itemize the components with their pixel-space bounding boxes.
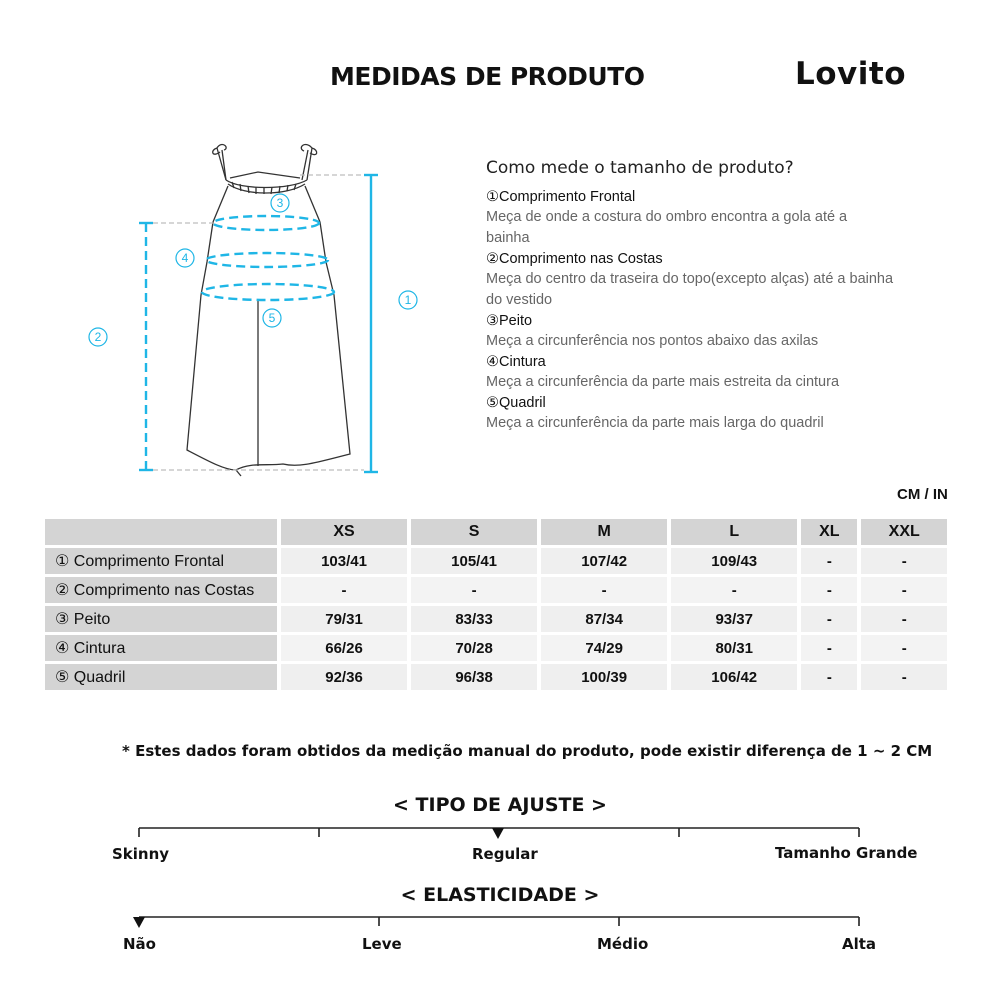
table-cell: 74/29 [541,635,667,661]
table-cell: 66/26 [281,635,407,661]
table-cell: 107/42 [541,548,667,574]
instruction-title: ③Peito [486,313,533,329]
table-cell: - [861,664,947,690]
table-cell: - [671,577,797,603]
instruction-desc: do vestido [486,292,553,308]
row-label: ④ Cintura [45,635,277,661]
instruction-title: ⑤Quadril [486,395,546,411]
table-cell: 96/38 [411,664,537,690]
row-label: ② Comprimento nas Costas [45,577,277,603]
table-cell: 80/31 [671,635,797,661]
size-header: XS [281,519,407,545]
marker-front-length: 1 [404,293,412,307]
table-row [45,664,947,690]
elasticity-label-medium: Médio [597,935,649,953]
table-cell: - [281,577,407,603]
instruction-desc: Meça a circunferência da parte mais larga do quadril [486,415,824,431]
instruction-desc: Meça a circunferência da parte mais estreita da cintura [486,374,840,390]
size-header: XXL [861,519,947,545]
table-cell: - [861,606,947,632]
row-label: ⑤ Quadril [45,664,277,690]
table-cell: 100/39 [541,664,667,690]
table-cell: - [801,664,857,690]
size-header: M [541,519,667,545]
marker-chest: 3 [276,196,284,210]
fit-selected-marker [492,828,504,839]
fit-label-skinny: Skinny [112,845,170,863]
size-header: L [671,519,797,545]
size-table [41,516,951,693]
dress-diagram [80,130,440,490]
table-row [45,635,947,661]
unit-label: CM / IN [897,486,948,503]
table-corner [45,519,277,545]
table-cell: - [861,577,947,603]
elasticity-selected-marker [133,917,145,928]
fit-label-regular: Regular [472,845,538,863]
table-cell: 106/42 [671,664,797,690]
row-label: ① Comprimento Frontal [45,548,277,574]
table-cell: 109/43 [671,548,797,574]
table-header-row [45,519,947,545]
table-cell: 79/31 [281,606,407,632]
table-cell: 105/41 [411,548,537,574]
elasticity-scale-title: < ELASTICIDADE > [400,884,600,906]
table-cell: - [861,548,947,574]
instruction-title: ④Cintura [486,354,546,370]
instruction-title: ②Comprimento nas Costas [486,251,663,267]
elasticity-scale-bar [0,908,1000,938]
measure-lines [146,216,334,470]
elasticity-label-light: Leve [362,935,402,953]
table-cell: - [411,577,537,603]
measurement-note: * Estes dados foram obtidos da medição manual do produto, pode existir diferença de 1 ~ 2 CM [122,742,933,760]
instruction-item [486,249,926,311]
table-cell: 83/33 [411,606,537,632]
table-cell: 70/28 [411,635,537,661]
marker-waist: 4 [181,251,189,265]
measure-instructions [486,158,926,434]
instruction-desc: Meça de onde a costura do ombro encontra a gola até a [486,209,848,225]
size-header: XL [801,519,857,545]
instruction-desc: bainha [486,230,530,246]
table-row [45,577,947,603]
table-cell: - [801,548,857,574]
table-cell: - [801,577,857,603]
marker-hip: 5 [268,311,276,325]
page-title: MEDIDAS DE PRODUTO [330,62,645,91]
table-row [45,606,947,632]
fit-scale-title: < TIPO DE AJUSTE > [393,794,607,816]
table-cell: - [861,635,947,661]
instructions-heading: Como mede o tamanho de produto? [486,158,794,178]
row-label: ③ Peito [45,606,277,632]
elasticity-label-high: Alta [842,935,877,953]
fit-label-oversized: Tamanho Grande [775,844,918,862]
table-cell: 87/34 [541,606,667,632]
instruction-item [486,393,926,434]
brand-logo: Lovito [795,56,907,92]
instruction-desc: Meça a circunferência nos pontos abaixo das axilas [486,333,819,349]
table-cell: 93/37 [671,606,797,632]
table-cell: - [801,606,857,632]
marker-back-length: 2 [94,330,102,344]
table-cell: 92/36 [281,664,407,690]
instruction-item [486,352,926,393]
instruction-title: ①Comprimento Frontal [486,189,636,205]
instruction-item [486,187,926,249]
table-cell: - [801,635,857,661]
elasticity-label-none: Não [123,935,156,953]
size-header: S [411,519,537,545]
instruction-item [486,311,926,352]
table-row [45,548,947,574]
table-cell: 103/41 [281,548,407,574]
table-cell: - [541,577,667,603]
instruction-desc: Meça do centro da traseira do topo(excepto alças) até a bainha [486,271,894,287]
